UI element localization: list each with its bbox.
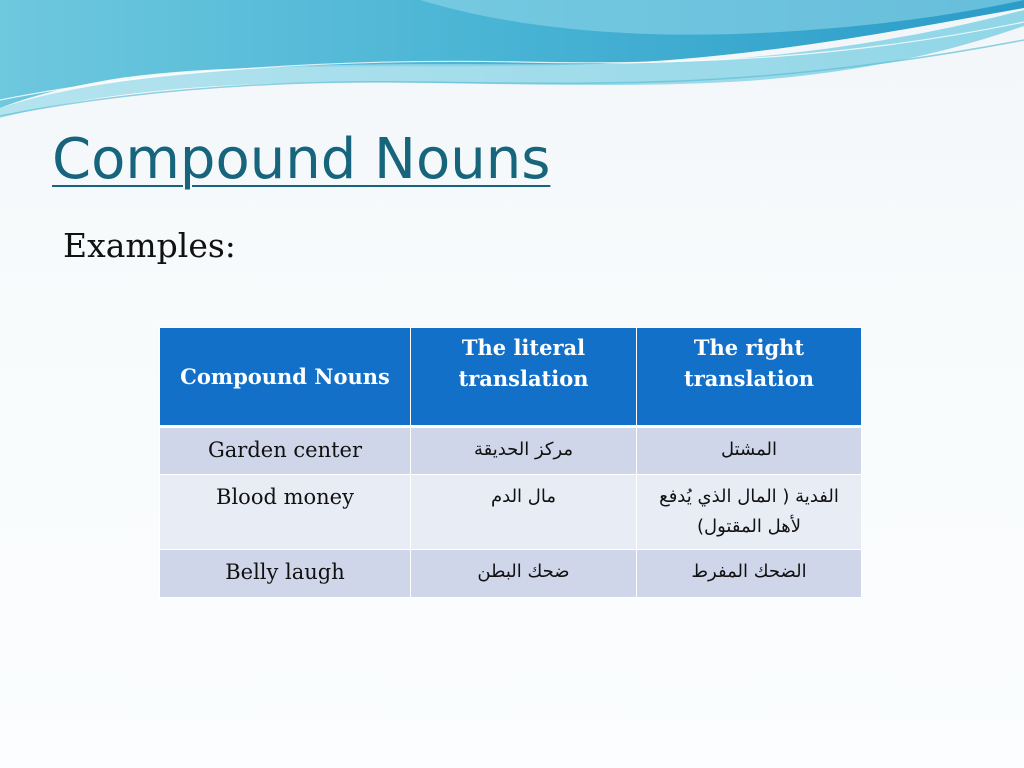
literal-translation-cell: مال الدم	[411, 475, 637, 550]
table-row	[160, 550, 862, 598]
literal-translation-cell: مركز الحديقة	[411, 427, 637, 475]
table-row	[160, 475, 862, 550]
examples-table	[159, 327, 862, 598]
right-translation-cell: الفدية ( المال الذي يُدفع لأهل المقتول)	[637, 475, 862, 550]
right-translation-cell: الضحك المفرط	[637, 550, 862, 598]
slide-title: Compound Nouns	[52, 127, 551, 192]
literal-translation-cell: ضحك البطن	[411, 550, 637, 598]
compound-noun-cell: Belly laugh	[160, 550, 411, 598]
header-literal-translation: The literal translation	[411, 328, 637, 427]
compound-noun-cell: Garden center	[160, 427, 411, 475]
header-compound-nouns: Compound Nouns	[160, 328, 411, 427]
wave-decoration	[0, 0, 1024, 130]
compound-noun-cell: Blood money	[160, 475, 411, 550]
header-right-translation: The right translation	[637, 328, 862, 427]
table-header-row	[160, 328, 862, 427]
right-translation-cell: المشتل	[637, 427, 862, 475]
table-row	[160, 427, 862, 475]
examples-label: Examples:	[63, 226, 236, 265]
